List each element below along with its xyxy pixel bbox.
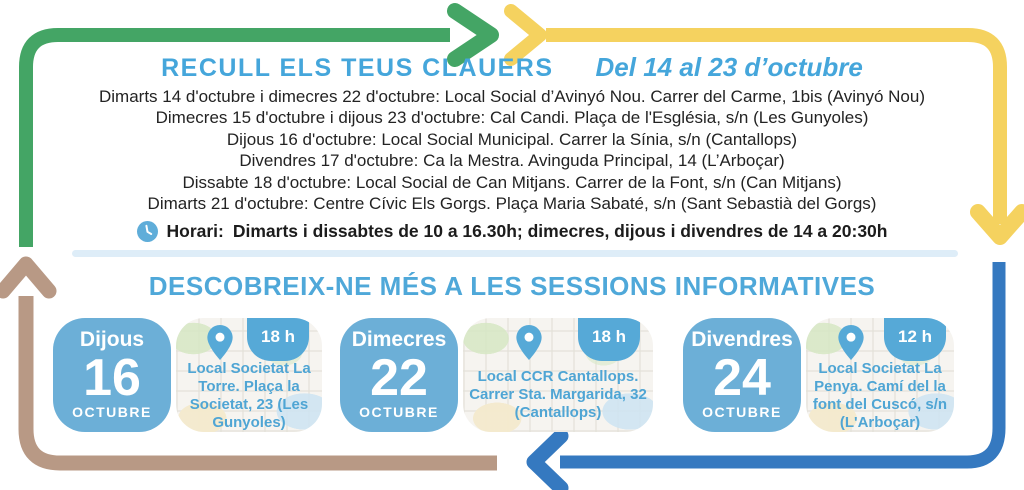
pickup-schedule bbox=[0, 86, 1024, 214]
map-thumbnail bbox=[463, 318, 653, 432]
map-thumbnail bbox=[176, 318, 322, 432]
session-time: 18 h bbox=[260, 327, 296, 346]
blue-arrowhead-icon bbox=[534, 436, 561, 488]
map-pin-icon bbox=[838, 325, 864, 360]
session-time: 12 h bbox=[897, 327, 933, 346]
date-tile bbox=[53, 318, 171, 432]
date-tile bbox=[340, 318, 458, 432]
time-badge bbox=[247, 318, 309, 361]
session-card-16-october bbox=[53, 318, 322, 432]
session-location: Local CCR Cantallops. Carrer Sta. Margarida, 32 (Cantallops) bbox=[469, 368, 647, 421]
map-pin-icon bbox=[207, 325, 233, 360]
session-card-22-october bbox=[340, 318, 653, 432]
schedule-line: Dijous 16 d'octubre: Local Social Municipal. Carrer la Sínia, s/n (Cantallops) bbox=[226, 129, 798, 149]
clock-icon bbox=[137, 221, 158, 242]
session-month: OCTUBRE bbox=[72, 404, 152, 420]
hours-row bbox=[0, 221, 1024, 242]
session-day: Divendres bbox=[691, 328, 793, 351]
session-month: OCTUBRE bbox=[359, 404, 439, 420]
session-date: 24 bbox=[713, 349, 771, 407]
session-day: Dijous bbox=[79, 328, 145, 351]
schedule-line: Dimecres 15 d'octubre i dijous 23 d'octubre: Cal Candi. Plaça de l'Església, s/n (Les Gunyoles) bbox=[155, 108, 869, 128]
page-title: RECULL ELS TEUS CLAUERS bbox=[161, 54, 554, 82]
hours-text: Dimarts i dissabtes de 10 a 16.30h; dimecres, dijous i divendres de 14 a 20:30h bbox=[232, 221, 888, 241]
map-pin-icon bbox=[516, 325, 542, 360]
session-month: OCTUBRE bbox=[702, 404, 782, 420]
sessions-title: DESCOBREIX-NE MÉS A LES SESSIONS INFORMATIVES bbox=[148, 271, 876, 301]
time-badge bbox=[884, 318, 946, 361]
map-thumbnail bbox=[806, 318, 954, 432]
session-date: 16 bbox=[83, 349, 141, 407]
date-range: Del 14 al 23 d’octubre bbox=[595, 52, 863, 82]
schedule-line: Dimarts 21 d'octubre: Centre Cívic Els Gorgs. Plaça Maria Sabaté, s/n (Sant Sebastià del Gorgs) bbox=[147, 194, 877, 214]
date-tile bbox=[683, 318, 801, 432]
section-divider bbox=[72, 250, 958, 257]
session-location: Local Societat La Torre. Plaça la Societat, 23 (Les Gunyoles) bbox=[187, 360, 311, 431]
session-location: Local Societat La Penya. Camí del la font del Cuscó, s/n (L'Arboçar) bbox=[812, 360, 948, 431]
header bbox=[0, 52, 1024, 83]
session-card-24-october bbox=[683, 318, 954, 432]
session-time: 18 h bbox=[591, 327, 627, 346]
session-date: 22 bbox=[370, 349, 428, 407]
session-day: Dimecres bbox=[351, 328, 447, 351]
schedule-line: Dimarts 14 d'octubre i dimecres 22 d'octubre: Local Social d’Avinyó Nou. Carrer del Carme, 1bis (Avinyó Nou) bbox=[98, 87, 925, 106]
time-badge bbox=[578, 318, 640, 361]
schedule-line: Dissabte 18 d'octubre: Local Social de Can Mitjans. Carrer de la Font, s/n (Can Mitjans) bbox=[182, 172, 842, 192]
schedule-line: Divendres 17 d'octubre: Ca la Mestra. Avinguda Principal, 14 (L’Arboçar) bbox=[239, 151, 785, 171]
hours-label: Horari: bbox=[166, 221, 224, 241]
